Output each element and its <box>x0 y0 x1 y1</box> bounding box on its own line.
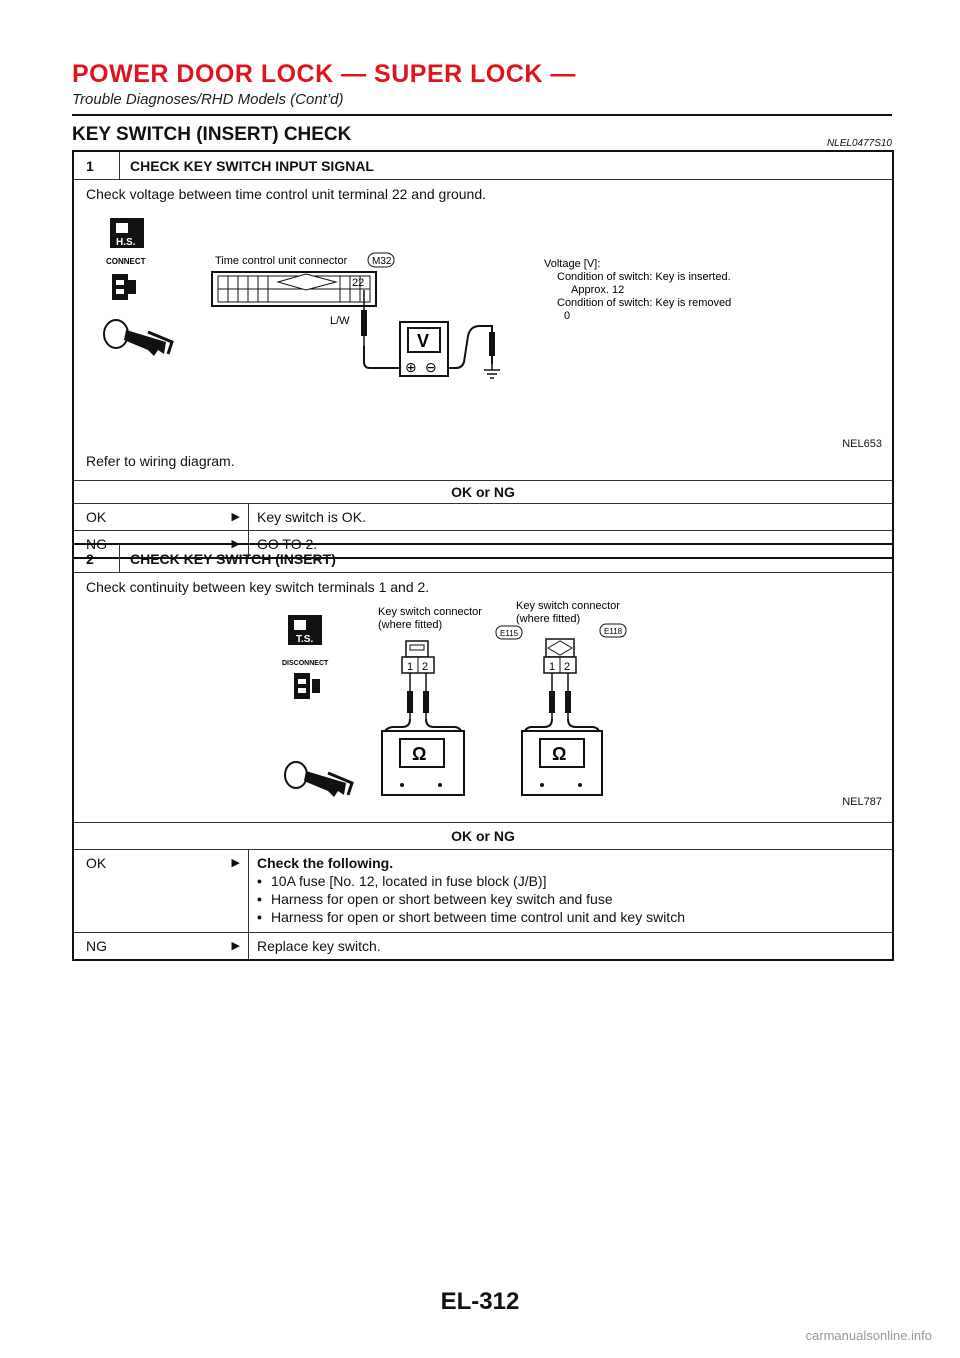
result-key: NG <box>86 536 107 552</box>
step2-title: CHECK KEY SWITCH (INSERT) <box>130 550 336 567</box>
conn-b-code: E118 <box>604 627 623 636</box>
ok-check-title: Check the following. <box>257 855 394 871</box>
list-item: • 10A fuse [No. 12, located in fuse block (J/B)] <box>257 873 884 889</box>
key-icon <box>104 320 172 356</box>
page-header <box>72 60 892 108</box>
arrow-right-icon: ▶ <box>231 511 240 523</box>
conn-a-code: E115 <box>500 629 519 638</box>
watermark: carmanualsonline.info <box>805 1328 932 1343</box>
page-subtitle: Trouble Diagnoses/RHD Models (Cont’d) <box>72 91 344 108</box>
connector-label: Time control unit connector <box>215 255 348 267</box>
step1-title: CHECK KEY SWITCH INPUT SIGNAL <box>130 157 374 174</box>
list-item: • Harness for open or short between key switch and fuse <box>257 891 884 907</box>
svg-text:2: 2 <box>564 661 571 673</box>
arrow-right-icon: ▶ <box>231 857 240 869</box>
arrow-right-icon: ▶ <box>231 940 240 952</box>
connector-code: M32 <box>372 256 392 267</box>
result-key: OK <box>86 855 107 871</box>
page-title: POWER DOOR LOCK — SUPER LOCK — <box>72 60 576 88</box>
ts-label: T.S. <box>296 634 314 645</box>
plus-terminal: ⊕ <box>405 359 417 375</box>
disconnect-label: DISCONNECT <box>282 660 329 667</box>
ohmmeter-b <box>522 731 602 795</box>
step2-body <box>74 573 892 823</box>
conn-a-label: Key switch connector <box>378 606 482 618</box>
step2-okng: OK or NG <box>74 823 892 850</box>
step1-number: 1 <box>74 152 120 179</box>
result-key: OK <box>86 509 107 525</box>
key-icon <box>285 762 352 797</box>
ok-check-list <box>257 873 884 925</box>
ts-icon <box>288 615 322 645</box>
list-item: • Harness for open or short between time control unit and key switch <box>257 909 884 925</box>
minus-terminal: ⊖ <box>425 359 437 375</box>
conn-b-sub: (where fitted) <box>516 613 581 625</box>
meter-symbol: Ω <box>552 744 567 764</box>
result-value: Replace key switch. <box>257 938 381 954</box>
conn-b-label: Key switch connector <box>516 600 620 612</box>
section-title: KEY SWITCH (INSERT) CHECK <box>72 124 352 145</box>
voltmeter <box>400 322 448 376</box>
header-divider <box>72 114 892 116</box>
meter-symbol: Ω <box>412 744 427 764</box>
result-value: Key switch is OK. <box>257 509 366 525</box>
svg-text:2: 2 <box>422 661 429 673</box>
step2-figure-id: NEL787 <box>842 796 882 808</box>
connect-icon <box>106 257 146 300</box>
svg-text:Condition of switch: Key is in: Condition of switch: Key is inserted. <box>557 271 731 283</box>
hs-icon <box>110 218 144 248</box>
step2-result-ng <box>74 933 892 959</box>
step1-body <box>74 180 892 481</box>
step1-result-ok <box>74 504 892 531</box>
disconnect-icon <box>282 660 329 699</box>
step1-note: Refer to wiring diagram. <box>86 453 235 469</box>
hs-label: H.S. <box>116 237 136 248</box>
voltage-spec <box>544 258 731 322</box>
svg-text:Condition of switch: Key is re: Condition of switch: Key is removed <box>557 297 732 309</box>
page-number: EL-312 <box>440 1288 520 1315</box>
svg-text:1: 1 <box>549 661 556 673</box>
terminal-label: 22 <box>352 277 365 289</box>
key-switch-connector-e118 <box>544 639 576 673</box>
step1-okng: OK or NG <box>74 481 892 504</box>
meter-symbol: V <box>417 331 430 351</box>
step1-figure-id: NEL653 <box>842 438 882 450</box>
svg-text:1: 1 <box>407 661 414 673</box>
result-value: GO TO 2. <box>257 536 318 552</box>
step2-result-ok <box>74 850 892 933</box>
step2-header <box>74 545 892 573</box>
svg-text:0: 0 <box>564 310 571 322</box>
key-switch-connector-e115 <box>402 641 434 673</box>
wire-color-label: L/W <box>330 315 350 327</box>
result-value <box>249 850 892 932</box>
step2-number: 2 <box>74 545 120 572</box>
step2-instruction: Check continuity between key switch terminals 1 and 2. <box>86 579 430 595</box>
section-ref-code: NLEL0477S10 <box>826 138 892 149</box>
ground-symbol <box>484 364 500 378</box>
result-key: NG <box>86 938 107 954</box>
step1-figure <box>88 214 878 419</box>
svg-text:Voltage [V]:: Voltage [V]: <box>544 258 601 270</box>
step1-table <box>72 150 894 559</box>
step1-instruction: Check voltage between time control unit terminal 22 and ground. <box>86 186 487 202</box>
svg-text:Approx. 12: Approx. 12 <box>571 284 625 296</box>
connect-label: CONNECT <box>106 257 146 266</box>
section-heading <box>72 120 892 150</box>
ohmmeter-a <box>382 731 464 795</box>
step2-table <box>72 543 894 961</box>
conn-a-sub: (where fitted) <box>378 619 443 631</box>
step1-header <box>74 152 892 180</box>
step2-figure <box>274 599 834 804</box>
arrow-right-icon: ▶ <box>231 538 240 550</box>
